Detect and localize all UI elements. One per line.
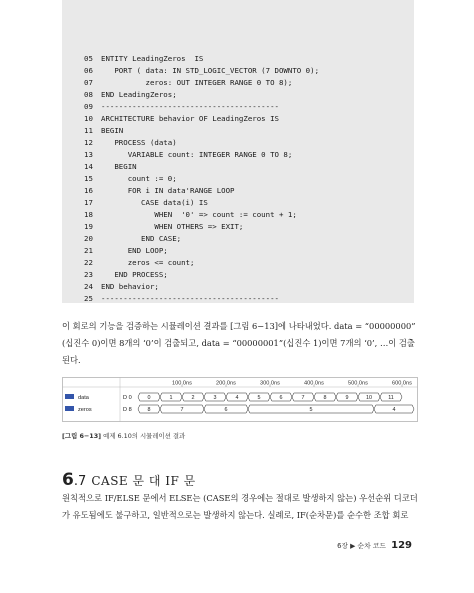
code-line-text: ---------------------------------------- [101,102,279,111]
code-line [84,197,208,209]
code-line-text: ENTITY LeadingZeros IS [101,54,204,63]
code-line-number: 21 [84,246,93,255]
bus-segment-value: 7 [301,395,305,401]
code-line-text: ARCHITECTURE behavior OF LeadingZeros IS [101,114,279,123]
code-line-number: 17 [84,198,93,207]
simulation-waveform [62,377,418,422]
paragraph-line: 이 회로의 기능을 검증하는 시뮬레이션 결과를 [그림 6−13]에 나타내었다. data = “00000000” [62,321,416,331]
time-label: 400.0ns [304,380,324,387]
paragraph-simulation-description [62,318,420,369]
code-line-text: FOR i IN data'RANGE LOOP [101,186,235,195]
page-footer [337,540,412,551]
code-line-text: zeros <= count; [101,258,195,267]
code-line-text: END PROCESS; [101,270,168,279]
bus-segment-value: 5 [309,407,313,413]
code-line [84,233,181,245]
code-line-number: 15 [84,174,93,183]
chapter-label: 6장 ▶ 순차 코드 [337,542,386,550]
code-line-text: END LOOP; [101,246,168,255]
code-line [84,257,194,269]
code-line-number: 14 [84,162,93,171]
code-line-number: 07 [84,78,93,87]
time-label: 100.0ns [172,380,192,387]
figure-caption-text: 예제 6.10의 시뮬레이션 결과 [103,432,186,440]
bus-segment-value: 8 [323,395,327,401]
bus-segment-value: 2 [191,395,195,401]
code-line-text: count := 0; [101,174,177,183]
code-line-number: 20 [84,234,93,243]
code-line-number: 18 [84,210,93,219]
code-line-text: PORT ( data: IN STD_LOGIC_VECTOR (7 DOWNTO 0); [101,66,320,75]
code-line-text: END LeadingZeros; [101,90,177,99]
bus-signal-icon [65,406,74,411]
code-line-text: zeros: OUT INTEGER RANGE 0 TO 8); [101,78,293,87]
code-line-text: BEGIN [101,126,124,135]
code-line [84,77,292,89]
code-line [84,101,279,113]
section-heading [62,470,196,490]
code-line [84,269,168,281]
bus-segment-value: 1 [169,395,173,401]
code-line-number: 22 [84,258,93,267]
bus-segment-value: 8 [147,407,151,413]
bus-segment-value: 3 [213,395,217,401]
signal-name: data [78,395,89,401]
code-line [84,173,177,185]
bus-segment-value: 6 [224,407,228,413]
code-line [84,149,292,161]
page-number: 129 [391,540,412,551]
bus-segment-value: 5 [257,395,261,401]
bus-segment-value: 6 [279,395,283,401]
signal-value: D 8 [123,407,132,413]
time-label: 300.0ns [260,380,280,387]
code-line-number: 23 [84,270,93,279]
code-line-number: 12 [84,138,93,147]
code-line [84,161,137,173]
paragraph-case-vs-if [62,490,420,524]
code-line-number: 16 [84,186,93,195]
paragraph-line: 가 유도됨에도 불구하고, 일반적으로는 발생하지 않는다. 실례로, IF(순차문)를 순수한 조합 회로 [62,510,409,520]
code-line [84,89,177,101]
code-line-number: 08 [84,90,93,99]
code-line-number: 24 [84,282,93,291]
code-line-text: PROCESS (data) [101,138,177,147]
code-line-text: WHEN '0' => count := count + 1; [101,210,297,219]
code-line [84,65,319,77]
bus-segment-value: 0 [147,395,151,401]
code-line-number: 11 [84,126,93,135]
figure-caption [62,431,185,440]
code-line [84,113,279,125]
code-line-number: 09 [84,102,93,111]
figure-label: [그림 6−13] [62,432,102,440]
code-line-text: END behavior; [101,282,159,291]
code-line-text: END CASE; [101,234,182,243]
paragraph-line: 원칙적으로 IF/ELSE 문에서 ELSE는 (CASE의 경우에는 절대로 발생하지 않는) 우선순위 디코더 [62,493,418,503]
code-line [84,209,297,221]
bus-segment-value: 10 [366,395,372,401]
section-number-minor: .7 [73,474,87,489]
code-line-number: 19 [84,222,93,231]
signal-name: zeros [78,407,92,413]
section-title: CASE 문 대 IF 문 [91,474,196,488]
time-label: 600.0ns [392,380,412,387]
code-line [84,221,243,233]
code-line-number: 13 [84,150,93,159]
paragraph-line: 된다. [62,355,81,365]
bus-segment-value: 4 [392,407,396,413]
code-line-text: CASE data(i) IS [101,198,208,207]
bus-segment-value: 7 [180,407,184,413]
code-line-number: 25 [84,294,93,303]
bus-segment-value: 11 [388,395,394,401]
code-line [84,281,159,293]
code-line-text: ---------------------------------------- [101,294,279,303]
code-line [84,53,203,65]
time-label: 500.0ns [348,380,368,387]
bus-segment-value: 9 [345,395,349,401]
code-line-number: 05 [84,54,93,63]
code-line [84,125,123,137]
code-line-number: 10 [84,114,93,123]
bus-segment-value: 4 [235,395,239,401]
code-line-text: BEGIN [101,162,137,171]
code-line-text: VARIABLE count: INTEGER RANGE 0 TO 8; [101,150,293,159]
signal-value: D 0 [123,395,132,401]
code-line-text: WHEN OTHERS => EXIT; [101,222,244,231]
code-line [84,137,177,149]
bus-signal-icon [65,394,74,399]
code-line-number: 06 [84,66,93,75]
section-number-major: 6 [62,470,74,490]
time-label: 200.0ns [216,380,236,387]
paragraph-line: (십진수 0)이면 8개의 ‘0’이 검출되고, data = “00000001”(십진수 1)이면 7개의 ‘0’, …이 검출 [62,338,415,348]
code-line [84,293,279,305]
code-line [84,185,235,197]
code-line [84,245,168,257]
